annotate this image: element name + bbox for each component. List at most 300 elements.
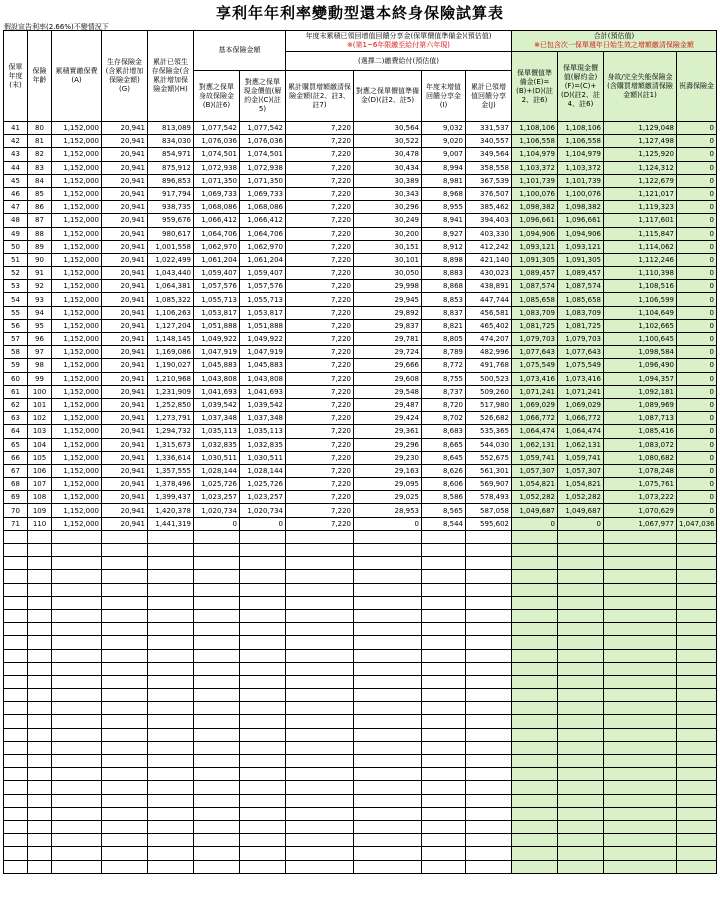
table-cell: 1,059,407 [194, 267, 240, 280]
table-cell: 20,941 [102, 161, 148, 174]
table-cell: 1,169,086 [148, 346, 194, 359]
table-cell [286, 662, 354, 675]
table-cell: 1,089,457 [512, 267, 558, 280]
table-cell: 89 [28, 240, 52, 253]
table-cell [286, 583, 354, 596]
table-cell: 1,054,821 [558, 478, 604, 491]
table-cell: 1,315,673 [148, 438, 194, 451]
table-cell [354, 768, 422, 781]
table-cell [422, 557, 466, 570]
table-cell [28, 675, 52, 688]
header-cum-added-amount: 累計購買增額繳清保險金額(註2、註3、註7) [286, 71, 354, 122]
table-cell: 1,152,000 [52, 227, 102, 240]
table-cell [558, 623, 604, 636]
table-cell: 1,049,922 [240, 333, 286, 346]
table-cell: 30,478 [354, 148, 422, 161]
table-cell: 980,617 [148, 227, 194, 240]
table-cell: 1,066,772 [512, 412, 558, 425]
table-cell [52, 609, 102, 622]
table-row [4, 253, 717, 266]
table-cell [286, 675, 354, 688]
table-cell: 1,089,457 [558, 267, 604, 280]
table-cell: 1,148,145 [148, 333, 194, 346]
table-cell: 0 [677, 214, 717, 227]
table-cell [466, 702, 512, 715]
table-cell: 8,883 [422, 267, 466, 280]
table-cell: 20,941 [102, 491, 148, 504]
table-cell: 20,941 [102, 464, 148, 477]
table-cell [52, 807, 102, 820]
table-row [4, 781, 717, 794]
table-cell: 465,402 [466, 319, 512, 332]
table-cell: 1,096,490 [604, 359, 677, 372]
table-cell: 1,059,407 [240, 267, 286, 280]
table-cell: 0 [677, 438, 717, 451]
table-cell [466, 807, 512, 820]
table-cell: 1,049,687 [558, 504, 604, 517]
table-cell: 1,100,076 [558, 187, 604, 200]
table-cell [512, 649, 558, 662]
table-cell: 1,100,645 [604, 333, 677, 346]
table-cell [677, 675, 717, 688]
table-cell [240, 675, 286, 688]
table-cell: 30,522 [354, 135, 422, 148]
table-cell: 101 [28, 398, 52, 411]
table-cell: 1,089,969 [604, 398, 677, 411]
table-cell: 0 [677, 372, 717, 385]
table-cell: 500,523 [466, 372, 512, 385]
table-cell: 1,068,086 [240, 201, 286, 214]
table-cell [677, 689, 717, 702]
table-cell: 1,108,106 [512, 122, 558, 135]
table-cell: 1,030,511 [194, 451, 240, 464]
table-cell [102, 807, 148, 820]
table-cell: 63 [4, 412, 28, 425]
table-cell: 1,075,549 [512, 359, 558, 372]
table-row [4, 293, 717, 306]
option2-rest: 繳費給付(預估值) [384, 56, 439, 65]
table-row [4, 464, 717, 477]
table-cell [4, 702, 28, 715]
table-cell [28, 847, 52, 860]
table-cell [194, 649, 240, 662]
table-cell: 1,100,076 [512, 187, 558, 200]
table-row [4, 148, 717, 161]
table-cell [286, 623, 354, 636]
table-cell: 0 [677, 161, 717, 174]
table-cell: 70 [4, 504, 28, 517]
table-cell: 1,098,382 [558, 201, 604, 214]
table-cell [558, 807, 604, 820]
table-cell: 1,108,106 [558, 122, 604, 135]
table-cell [52, 530, 102, 543]
table-cell: 1,073,416 [558, 372, 604, 385]
table-cell: 1,121,017 [604, 187, 677, 200]
table-cell: 1,039,542 [240, 398, 286, 411]
table-cell [512, 544, 558, 557]
table-cell: 544,030 [466, 438, 512, 451]
table-cell [677, 715, 717, 728]
table-cell: 107 [28, 478, 52, 491]
table-cell: 7,220 [286, 372, 354, 385]
table-row [4, 636, 717, 649]
table-cell: 1,069,029 [512, 398, 558, 411]
table-cell: 20,941 [102, 412, 148, 425]
table-cell: 358,558 [466, 161, 512, 174]
table-cell [52, 689, 102, 702]
table-cell: 0 [677, 359, 717, 372]
table-cell [604, 649, 677, 662]
table-cell: 7,220 [286, 280, 354, 293]
table-cell: 1,077,542 [194, 122, 240, 135]
table-cell [4, 820, 28, 833]
table-cell: 1,152,000 [52, 438, 102, 451]
table-cell [4, 583, 28, 596]
table-row [4, 649, 717, 662]
table-cell: 8,968 [422, 187, 466, 200]
table-cell: 97 [28, 346, 52, 359]
table-cell [286, 557, 354, 570]
table-cell [286, 689, 354, 702]
table-cell: 1,083,709 [558, 306, 604, 319]
table-cell [354, 530, 422, 543]
table-cell: 1,103,372 [558, 161, 604, 174]
table-cell [604, 755, 677, 768]
table-cell [354, 728, 422, 741]
table-cell [102, 530, 148, 543]
table-cell [4, 544, 28, 557]
table-cell: 1,106,558 [558, 135, 604, 148]
table-row [4, 860, 717, 873]
table-cell [677, 544, 717, 557]
table-cell [354, 807, 422, 820]
table-cell: 7,220 [286, 293, 354, 306]
table-cell [148, 715, 194, 728]
table-row [4, 227, 717, 240]
table-cell: 1,078,248 [604, 464, 677, 477]
table-cell [677, 834, 717, 847]
table-cell [240, 649, 286, 662]
table-cell: 1,041,693 [240, 385, 286, 398]
table-cell: 20,941 [102, 517, 148, 530]
table-cell [558, 557, 604, 570]
table-cell [466, 609, 512, 622]
table-cell: 29,230 [354, 451, 422, 464]
table-cell: 813,089 [148, 122, 194, 135]
table-cell: 1,059,741 [512, 451, 558, 464]
table-cell: 30,434 [354, 161, 422, 174]
table-cell [102, 689, 148, 702]
table-cell: 0 [677, 385, 717, 398]
table-cell [194, 807, 240, 820]
table-cell: 1,049,922 [194, 333, 240, 346]
table-cell [28, 715, 52, 728]
table-cell: 1,020,734 [240, 504, 286, 517]
table-cell: 1,052,282 [512, 491, 558, 504]
table-row [4, 306, 717, 319]
table-cell: 1,069,733 [240, 187, 286, 200]
table-cell [28, 728, 52, 741]
table-cell [422, 623, 466, 636]
table-row [4, 385, 717, 398]
table-cell: 20,941 [102, 359, 148, 372]
table-cell [148, 609, 194, 622]
table-cell: 1,117,601 [604, 214, 677, 227]
table-cell [102, 715, 148, 728]
table-cell: 8,565 [422, 504, 466, 517]
table-cell: 20,941 [102, 425, 148, 438]
table-cell [148, 768, 194, 781]
table-cell: 0 [194, 517, 240, 530]
table-cell: 7,220 [286, 478, 354, 491]
table-cell: 587,058 [466, 504, 512, 517]
table-cell [512, 570, 558, 583]
table-cell: 1,020,734 [194, 504, 240, 517]
table-cell: 1,064,381 [148, 280, 194, 293]
table-body [4, 122, 717, 874]
table-cell [102, 649, 148, 662]
table-cell [4, 781, 28, 794]
table-cell: 1,073,416 [512, 372, 558, 385]
table-cell [512, 781, 558, 794]
table-cell [148, 807, 194, 820]
table-cell: 1,070,629 [604, 504, 677, 517]
table-cell: 8,994 [422, 161, 466, 174]
table-cell [52, 715, 102, 728]
header-basic-cv: 對應之保單現金價值(解約金)(C)(註5) [240, 71, 286, 122]
header-total-group [512, 31, 717, 52]
table-cell: 1,115,847 [604, 227, 677, 240]
table-cell [28, 649, 52, 662]
table-cell [102, 768, 148, 781]
table-cell [28, 662, 52, 675]
table-cell: 854,971 [148, 148, 194, 161]
table-cell: 1,106,558 [512, 135, 558, 148]
table-cell [286, 847, 354, 860]
table-cell: 0 [677, 135, 717, 148]
table-cell [466, 689, 512, 702]
table-cell [4, 636, 28, 649]
table-row [4, 201, 717, 214]
table-cell [677, 570, 717, 583]
table-cell: 106 [28, 464, 52, 477]
table-cell: 1,061,204 [240, 253, 286, 266]
table-cell [558, 675, 604, 688]
table-cell: 0 [677, 504, 717, 517]
table-cell: 1,096,661 [512, 214, 558, 227]
table-cell [52, 649, 102, 662]
table-cell: 109 [28, 504, 52, 517]
table-cell [102, 755, 148, 768]
table-cell [194, 702, 240, 715]
table-cell [512, 689, 558, 702]
table-cell: 1,273,791 [148, 412, 194, 425]
table-row [4, 240, 717, 253]
table-cell: 87 [28, 214, 52, 227]
table-cell: 7,220 [286, 359, 354, 372]
table-row [4, 557, 717, 570]
table-cell [194, 662, 240, 675]
table-cell [604, 794, 677, 807]
table-cell: 1,152,000 [52, 201, 102, 214]
table-cell [286, 728, 354, 741]
table-cell [677, 847, 717, 860]
table-cell [677, 636, 717, 649]
table-cell [240, 596, 286, 609]
table-cell: 1,119,323 [604, 201, 677, 214]
table-cell [354, 557, 422, 570]
table-cell [240, 820, 286, 833]
table-cell: 1,068,086 [194, 201, 240, 214]
table-cell [194, 544, 240, 557]
table-cell [28, 570, 52, 583]
table-cell [677, 728, 717, 741]
table-row [4, 504, 717, 517]
table-cell: 83 [28, 161, 52, 174]
table-row [4, 807, 717, 820]
table-cell: 7,220 [286, 227, 354, 240]
table-cell [286, 768, 354, 781]
table-cell [422, 583, 466, 596]
table-cell: 1,210,968 [148, 372, 194, 385]
table-cell: 456,581 [466, 306, 512, 319]
table-cell: 8,720 [422, 398, 466, 411]
table-cell: 64 [4, 425, 28, 438]
table-cell: 86 [28, 201, 52, 214]
table-cell: 1,110,398 [604, 267, 677, 280]
table-cell [512, 530, 558, 543]
table-cell: 1,152,000 [52, 478, 102, 491]
table-cell: 1,094,906 [512, 227, 558, 240]
table-cell: 1,106,599 [604, 293, 677, 306]
table-cell: 7,220 [286, 253, 354, 266]
table-cell: 834,030 [148, 135, 194, 148]
table-cell [422, 636, 466, 649]
table-cell [102, 820, 148, 833]
table-cell [604, 728, 677, 741]
table-cell: 1,087,574 [512, 280, 558, 293]
table-cell [240, 728, 286, 741]
table-cell: 20,941 [102, 280, 148, 293]
table-cell [4, 649, 28, 662]
table-cell: 0 [677, 293, 717, 306]
table-cell [354, 675, 422, 688]
table-cell [4, 860, 28, 873]
table-cell: 93 [28, 293, 52, 306]
table-cell: 0 [240, 517, 286, 530]
table-cell [422, 781, 466, 794]
table-cell [466, 583, 512, 596]
table-cell: 552,675 [466, 451, 512, 464]
table-cell [512, 834, 558, 847]
table-cell: 95 [28, 319, 52, 332]
table-row [4, 478, 717, 491]
table-cell: 20,941 [102, 214, 148, 227]
table-cell: 1,077,643 [558, 346, 604, 359]
table-row [4, 174, 717, 187]
table-row [4, 702, 717, 715]
table-cell: 1,094,906 [558, 227, 604, 240]
table-cell [240, 860, 286, 873]
header-cum-premium: 累積實繳保費(A) [52, 31, 102, 122]
table-cell [4, 755, 28, 768]
table-cell: 20,941 [102, 346, 148, 359]
table-cell: 49 [4, 227, 28, 240]
table-cell: 1,096,661 [558, 214, 604, 227]
table-cell: 29,163 [354, 464, 422, 477]
table-cell: 8,898 [422, 253, 466, 266]
table-cell: 7,220 [286, 412, 354, 425]
table-row [4, 517, 717, 530]
table-cell: 1,064,474 [558, 425, 604, 438]
table-cell [28, 820, 52, 833]
table-row [4, 662, 717, 675]
table-cell: 1,057,576 [240, 280, 286, 293]
table-cell [604, 557, 677, 570]
table-cell: 88 [28, 227, 52, 240]
table-cell: 1,378,496 [148, 478, 194, 491]
table-cell: 1,122,679 [604, 174, 677, 187]
table-cell [148, 596, 194, 609]
table-cell [422, 544, 466, 557]
table-cell [102, 728, 148, 741]
table-row [4, 187, 717, 200]
table-cell [512, 662, 558, 675]
table-cell [604, 847, 677, 860]
table-cell [240, 570, 286, 583]
table-cell [286, 834, 354, 847]
table-cell: 45 [4, 174, 28, 187]
assumption-note: 假設宣告利率(2.66%)不變情況下 [4, 23, 109, 31]
table-cell: 595,602 [466, 517, 512, 530]
table-cell: 7,220 [286, 214, 354, 227]
table-cell: 9,020 [422, 135, 466, 148]
table-cell: 1,091,305 [512, 253, 558, 266]
table-cell [466, 623, 512, 636]
table-cell: 1,076,036 [240, 135, 286, 148]
table-cell [466, 662, 512, 675]
table-cell: 1,062,970 [194, 240, 240, 253]
table-cell [677, 768, 717, 781]
table-cell: 29,608 [354, 372, 422, 385]
table-cell: 20,941 [102, 306, 148, 319]
table-cell: 1,152,000 [52, 517, 102, 530]
table-cell: 517,980 [466, 398, 512, 411]
table-cell: 29,296 [354, 438, 422, 451]
table-cell: 0 [677, 253, 717, 266]
table-cell [148, 636, 194, 649]
table-cell: 1,152,000 [52, 253, 102, 266]
table-cell: 7,220 [286, 464, 354, 477]
table-cell [4, 675, 28, 688]
table-cell: 578,493 [466, 491, 512, 504]
table-cell [354, 649, 422, 662]
table-cell: 8,665 [422, 438, 466, 451]
table-cell [4, 741, 28, 754]
table-cell [148, 675, 194, 688]
table-cell: 1,106,263 [148, 306, 194, 319]
table-cell [677, 596, 717, 609]
table-cell: 1,062,131 [512, 438, 558, 451]
table-cell [354, 570, 422, 583]
table-cell: 30,564 [354, 122, 422, 135]
table-cell: 1,081,725 [558, 319, 604, 332]
table-cell: 29,548 [354, 385, 422, 398]
table-cell: 1,025,726 [194, 478, 240, 491]
table-row [4, 544, 717, 557]
table-cell: 1,357,555 [148, 464, 194, 477]
table-cell: 1,124,312 [604, 161, 677, 174]
